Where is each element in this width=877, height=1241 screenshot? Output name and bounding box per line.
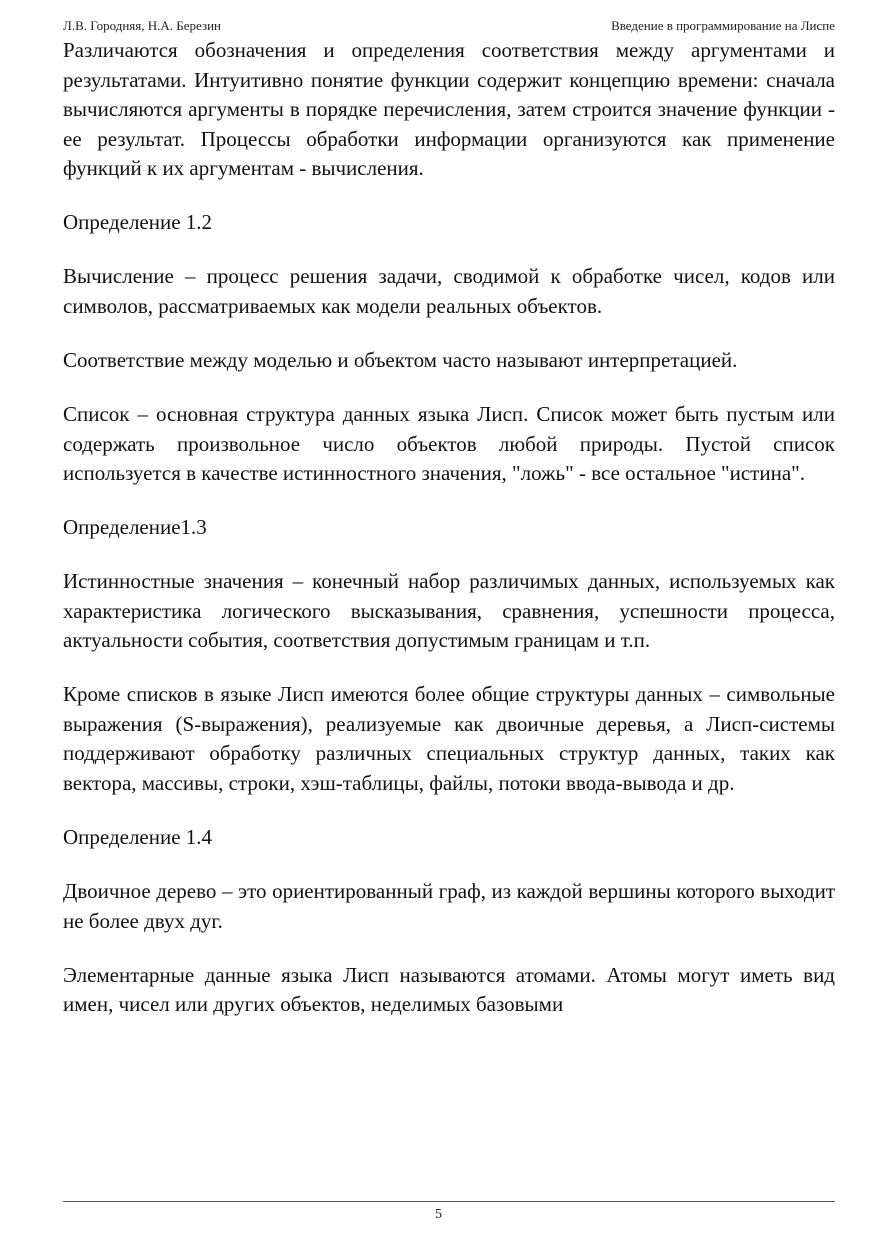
header-book-title: Введение в программирование на Лиспе <box>611 18 835 33</box>
footer-divider <box>63 1201 835 1202</box>
running-header <box>63 16 835 36</box>
page-body <box>63 36 835 1192</box>
paragraph-binary-tree-definition: Двоичное дерево – это ориентированный граф, из каждой вершины которого выходит не более двух дуг. <box>63 878 835 933</box>
paragraph-functions-intro: Различаются обозначения и определения соответствия между аргументами и результатами. Интуитивно понятие функции содержит концепцию времени: сначала вычисляются аргументы в порядке перечисления, затем строится значение функции - ее результат. Процессы обработки информации организуются как применение функций к их аргументам - вычисления. <box>63 38 835 181</box>
paragraph-atoms: Элементарные данные языка Лисп называются атомами. Атомы могут иметь вид имен, чисел или других объектов, неделимых базовыми <box>63 962 835 1017</box>
paragraph-interpretation: Соответствие между моделью и объектом часто называют интерпретацией. <box>63 347 738 372</box>
paragraph-s-expressions: Кроме списков в языке Лисп имеются более общие структуры данных – символьные выражения (S-выражения), реализуемые как двоичные деревья, а Лисп-системы поддерживают обработку различных специальных структур данных, таких как вектора, массивы, строки, хэш-таблицы, файлы, потоки ввода-вывода и др. <box>63 682 835 796</box>
header-authors: Л.В. Городняя, Н.А. Березин <box>63 18 222 33</box>
definition-heading-1-3: Определение1.3 <box>63 515 207 540</box>
definition-heading-1-2: Определение 1.2 <box>63 210 213 235</box>
definition-heading-1-4: Определение 1.4 <box>63 825 213 849</box>
paragraph-computation-definition: Вычисление – процесс решения задачи, сводимой к обработке чисел, кодов или символов, рассматриваемых как модели реальных объектов. <box>63 264 835 318</box>
paragraph-truth-values-definition: Истинностные значения – конечный набор различимых данных, используемых как характеристика логического высказывания, сравнения, успешности процесса, актуальности события, соответствия допустимым границам и т.п. <box>63 569 835 653</box>
page-number: 5 <box>435 1207 442 1222</box>
paragraph-list-structure: Список – основная структура данных языка Лисп. Список может быть пустым или содержать произвольное число объектов любой природы. Пустой список используется в качестве истинностного значения, "ложь" - все остальное "истина". <box>63 401 835 486</box>
